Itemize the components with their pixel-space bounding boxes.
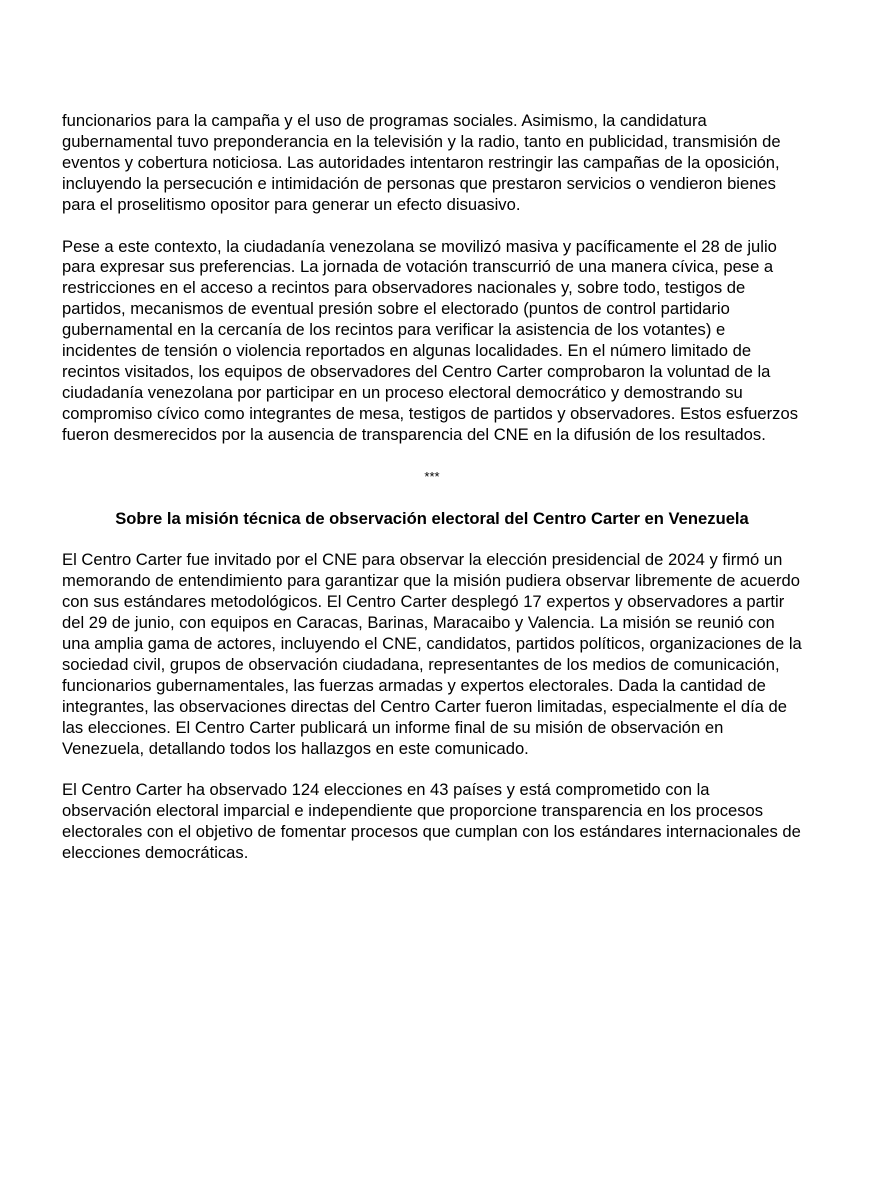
- paragraph-gap: [62, 216, 802, 237]
- paragraph-gap: [62, 446, 802, 467]
- document-page: [62, 111, 802, 864]
- paragraph-gap: [62, 529, 802, 550]
- paragraph-election-day: Pese a este contexto, la ciudadanía venezolana se movilizó masiva y pacíficamente el 28 de julio para expresar sus preferencias. La jornada de votación transcurrió de una manera cívica, pese a restricciones en el acceso a recintos para observadores nacionales y, sobre todo, testigos de partidos, mecanismos de eventual presión sobre el electorado (puntos de control partidario gubernamental en la cercanía de los recintos para verificar la asistencia de los votantes) e incidentes de tensión o violencia reportados en algunas localidades. En el número limitado de recintos visitados, los equipos de observadores del Centro Carter comprobaron la voluntad de la ciudadanía venezolana por participar en un proceso electoral democrático y demostrando su compromiso cívico como integrantes de mesa, testigos de partidos y observadores. Estos esfuerzos fueron desmerecidos por la ausencia de transparencia del CNE en la difusión de los resultados.: [62, 236, 798, 444]
- paragraph-carter-center-about: El Centro Carter ha observado 124 elecciones en 43 países y está comprometido con la observación electoral imparcial e independiente que proporcione transparencia en los procesos electorales con el objetivo de fomentar procesos que cumplan con los estándares internacionales de elecciones democráticas.: [62, 780, 801, 863]
- paragraph-gap: [62, 759, 802, 780]
- section-heading: Sobre la misión técnica de observación electoral del Centro Carter en Venezuela: [115, 508, 749, 528]
- paragraph-gap: [62, 488, 802, 509]
- paragraph-mission-description: El Centro Carter fue invitado por el CNE para observar la elección presidencial de 2024 y firmó un memorando de entendimiento para garantizar que la misión pudiera observar libremente de acuerdo con sus estándares metodológicos. El Centro Carter desplegó 17 expertos y observadores a partir del 29 de junio, con equipos en Caracas, Barinas, Maracaibo y Valencia. La misión se reunió con una amplia gama de actores, incluyendo el CNE, candidatos, partidos políticos, organizaciones de la sociedad civil, grupos de observación ciudadana, representantes de los medios de comunicación, funcionarios gubernamentales, las fuerzas armadas y expertos electorales. Dada la cantidad de integrantes, las observaciones directas del Centro Carter fueron limitadas, especialmente el día de las elecciones. El Centro Carter publicará un informe final de su misión de observación en Venezuela, detallando todos los hallazgos en este comunicado.: [62, 550, 802, 758]
- paragraph-campaign-resources: funcionarios para la campaña y el uso de programas sociales. Asimismo, la candidatura gubernamental tuvo preponderancia en la televisión y la radio, tanto en publicidad, transmisión de eventos y cobertura noticiosa. Las autoridades intentaron restringir las campañas de la oposición, incluyendo la persecución e intimidación de personas que prestaron servicios o vendieron bienes para el proselitismo opositor para generar un efecto disuasivo.: [62, 111, 781, 214]
- section-separator: ***: [424, 468, 440, 484]
